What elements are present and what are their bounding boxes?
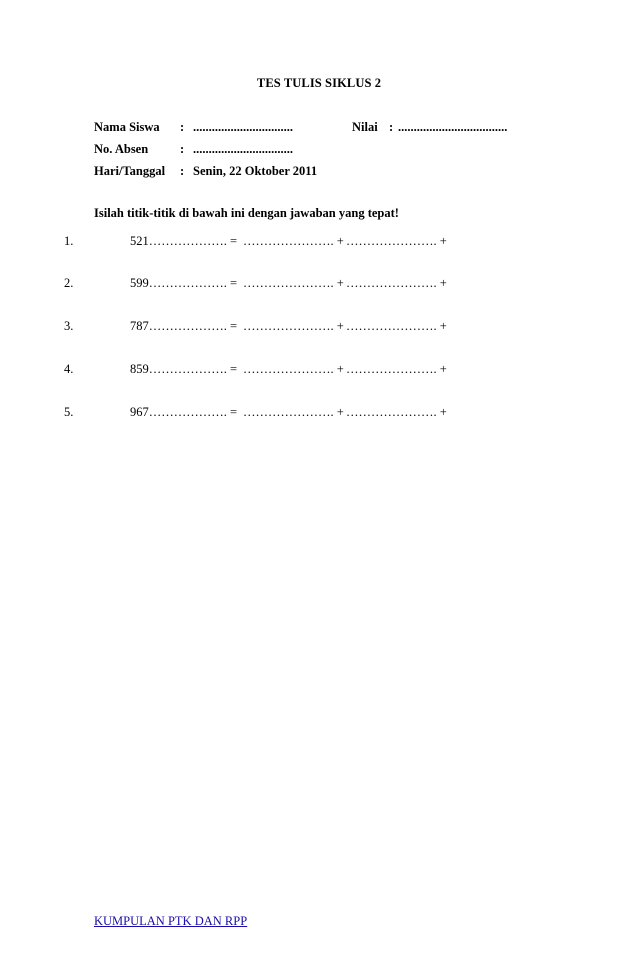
document-title: TES TULIS SIKLUS 2	[256, 76, 382, 90]
question-number: 4.	[64, 362, 74, 376]
answer-blank-2: …………………. +	[346, 276, 447, 290]
answer-blank-2: …………………. +	[346, 362, 447, 376]
nilai-label: Nilai	[352, 120, 378, 134]
field-value: ................................	[193, 120, 293, 134]
answer-blank-1: …………………. +	[243, 276, 344, 290]
footer-link[interactable]: KUMPULAN PTK DAN RPP	[94, 914, 248, 928]
question-expression: 787………………. =	[130, 319, 238, 333]
answer-blank-2: …………………. +	[346, 234, 447, 248]
field-value: Senin, 22 Oktober 2011	[193, 164, 318, 178]
question-expression: 521………………. =	[130, 234, 238, 248]
answer-blank-1: …………………. +	[243, 362, 344, 376]
nilai-colon: :	[389, 120, 394, 134]
field-nilai	[352, 120, 508, 135]
answer-blank-2: …………………. +	[346, 319, 447, 333]
question-item	[0, 405, 638, 423]
question-number: 1.	[64, 234, 74, 248]
answer-blank-1: …………………. +	[243, 319, 344, 333]
question-expression: 859………………. =	[130, 362, 238, 376]
answer-blank-2: …………………. +	[346, 405, 447, 419]
answer-blank-1: …………………. +	[243, 234, 344, 248]
instruction-text: Isilah titik-titik di bawah ini dengan jawaban yang tepat!	[94, 206, 399, 220]
question-number: 2.	[64, 276, 74, 290]
nilai-value: ...................................	[398, 120, 508, 134]
field-colon: :	[180, 164, 185, 178]
field-colon: :	[180, 120, 185, 134]
question-number: 5.	[64, 405, 74, 419]
question-expression: 599………………. =	[130, 276, 238, 290]
question-expression: 967………………. =	[130, 405, 238, 419]
field-label: Hari/Tanggal	[94, 164, 166, 178]
question-item	[0, 362, 638, 380]
question-number: 3.	[64, 319, 74, 333]
question-item	[0, 234, 638, 252]
answer-blank-1: …………………. +	[243, 405, 344, 419]
field-value: ................................	[193, 142, 293, 156]
question-item	[0, 276, 638, 294]
field-colon: :	[180, 142, 185, 156]
field-label: Nama Siswa	[94, 120, 160, 134]
field-label: No. Absen	[94, 142, 149, 156]
question-item	[0, 319, 638, 337]
